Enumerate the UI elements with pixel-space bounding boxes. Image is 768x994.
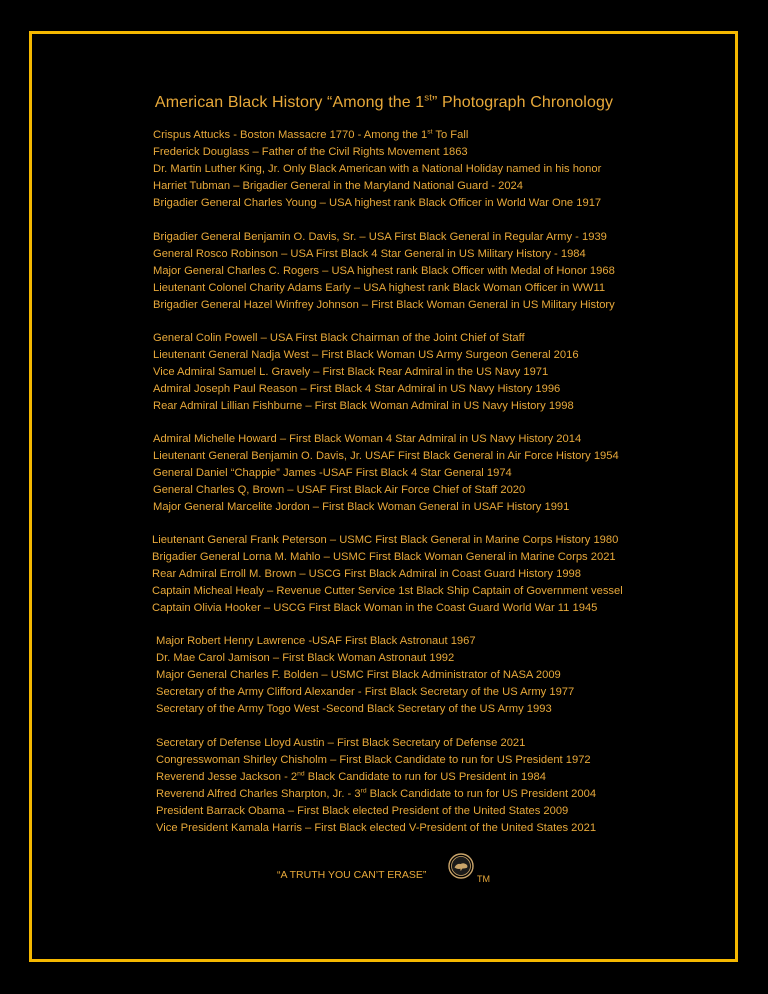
entry-text: Harriet Tubman – Brigadier General in the Maryland National Guard - 2024 (153, 179, 524, 192)
entry-text: Captain Olivia Hooker – USCG First Black Woman in the Coast Guard World War 11 1945 (152, 601, 598, 614)
chronology-entry (156, 803, 596, 820)
entry-group (156, 633, 574, 718)
chronology-entry (156, 820, 596, 837)
entry-text: Rear Admiral Lillian Fishburne – First Black Woman Admiral in US Navy History 1998 (153, 399, 574, 412)
entry-text: Congresswoman Shirley Chisholm – First Black Candidate to run for US President 1972 (156, 753, 591, 766)
footer-tagline: “A TRUTH YOU CAN’T ERASE” (277, 869, 427, 881)
entry-text: General Charles Q, Brown – USAF First Black Air Force Chief of Staff 2020 (153, 483, 526, 496)
chronology-entry (152, 549, 623, 566)
chronology-entry (153, 280, 615, 297)
trademark-mark: TM (477, 874, 490, 884)
chronology-entry (156, 684, 574, 701)
entry-text: Lieutenant General Nadja West – First Black Woman US Army Surgeon General 2016 (153, 348, 579, 361)
entry-text: Vice President Kamala Harris – First Black elected V-President of the United States 2021 (156, 821, 597, 834)
chronology-entry (153, 431, 619, 448)
chronology-entry (156, 735, 596, 752)
entry-text: Captain Micheal Healy – Revenue Cutter Service 1st Black Ship Captain of Government vessel (152, 584, 623, 597)
entry-text: Reverend Alfred Charles Sharpton, Jr. - 3 (156, 787, 361, 800)
chronology-entry (153, 448, 619, 465)
chronology-entry (156, 667, 574, 684)
entry-text: Admiral Michelle Howard – First Black Woman 4 Star Admiral in US Navy History 2014 (153, 433, 582, 445)
entry-text: Admiral Joseph Paul Reason – First Black 4 Star Admiral in US Navy History 1996 (153, 382, 561, 395)
entry-text: Lieutenant General Benjamin O. Davis, Jr. USAF First Black General in Air Force History 1954 (153, 449, 619, 462)
chronology-entry (153, 347, 579, 364)
chronology-entry (153, 364, 579, 381)
entry-text: Secretary of the Army Clifford Alexander - First Black Secretary of the US Army 1977 (156, 685, 575, 698)
entry-text: Major General Charles F. Bolden – USMC First Black Administrator of NASA 2009 (156, 668, 561, 681)
entry-text: Black Candidate to run for US President 2004 (366, 787, 597, 800)
chronology-entry (153, 144, 601, 161)
entry-text: Brigadier General Benjamin O. Davis, Sr. – USA First Black General in Regular Army - 1939 (153, 231, 607, 243)
chronology-entry (152, 566, 623, 583)
entry-text: Major General Marcelite Jordon – First Black Woman General in USAF History 1991 (153, 500, 570, 513)
entry-superscript: nd (297, 770, 305, 778)
entry-group (153, 229, 615, 314)
entry-text: Rear Admiral Erroll M. Brown – USCG First Black Admiral in Coast Guard History 1998 (152, 567, 581, 580)
chronology-entry (153, 263, 615, 280)
page-title (0, 94, 768, 112)
entry-text: Lieutenant General Frank Peterson – USMC First Black General in Marine Corps History 1980 (152, 534, 619, 546)
chronology-entry (152, 600, 623, 617)
chronology-entry (152, 532, 623, 549)
entry-group (153, 127, 601, 212)
chronology-entry (156, 752, 596, 769)
chronology-entry (156, 633, 574, 650)
entry-text: Brigadier General Hazel Winfrey Johnson – First Black Woman General in US Military History (153, 298, 615, 311)
entry-text: Black Candidate to run for US President in 1984 (304, 770, 546, 783)
chronology-entry (153, 127, 601, 144)
entry-text: Lieutenant Colonel Charity Adams Early – USA highest rank Black Woman Officer in WW11 (153, 281, 606, 294)
title-suffix: ” Photograph Chronology (431, 94, 614, 111)
chronology-entry (156, 786, 596, 803)
chronology-entry (153, 229, 615, 246)
entry-group (156, 735, 596, 836)
entry-text: Brigadier General Charles Young – USA highest rank Black Officer in World War One 1917 (153, 196, 602, 209)
entry-text: President Barrack Obama – First Black elected President of the United States 2009 (156, 804, 569, 817)
entry-text: General Rosco Robinson – USA First Black 4 Star General in US Military History - 1984 (153, 247, 586, 260)
entry-text: Secretary of Defense Lloyd Austin – First Black Secretary of Defense 2021 (156, 737, 526, 749)
entry-text: General Daniel “Chappie” James -USAF First Black 4 Star General 1974 (153, 466, 512, 479)
entry-text: Dr. Mae Carol Jamison – First Black Woman Astronaut 1992 (156, 651, 455, 664)
chronology-entry (153, 178, 601, 195)
chronology-entry (156, 769, 596, 786)
title-prefix: American Black History “Among the 1 (154, 94, 425, 111)
chronology-entry (153, 297, 615, 314)
chronology-entry (152, 583, 623, 600)
entry-superscript: rd (360, 786, 367, 794)
chronology-entry (153, 161, 601, 178)
chronology-entry (153, 482, 619, 499)
chronology-entry (153, 398, 579, 415)
entry-group (153, 330, 579, 415)
chronology-entry (153, 330, 579, 347)
entry-superscript: st (427, 128, 433, 136)
entry-text: Vice Admiral Samuel L. Gravely – First Black Rear Admiral in the US Navy 1971 (153, 365, 549, 378)
chronology-entry (156, 650, 574, 667)
chronology-entry (153, 465, 619, 482)
entry-text: Brigadier General Lorna M. Mahlo – USMC First Black Woman General in Marine Corps 2021 (152, 550, 616, 563)
chronology-entry (153, 195, 601, 212)
entry-text: Secretary of the Army Togo West -Second Black Secretary of the US Army 1993 (156, 702, 552, 715)
entry-text: Major Robert Henry Lawrence -USAF First Black Astronaut 1967 (156, 635, 476, 647)
entry-text: Dr. Martin Luther King, Jr. Only Black American with a National Holiday named in his honor (153, 162, 602, 175)
chronology-entry (153, 246, 615, 263)
title-superscript: st (424, 92, 432, 104)
entry-text: Frederick Douglass – Father of the Civil Rights Movement 1863 (153, 145, 468, 158)
entry-text: Reverend Jesse Jackson - 2 (156, 770, 298, 783)
entry-text: Major General Charles C. Rogers – USA highest rank Black Officer with Medal of Honor 1968 (153, 264, 615, 277)
chronology-entry (156, 701, 574, 718)
entry-text: General Colin Powell – USA First Black Chairman of the Joint Chief of Staff (153, 332, 525, 344)
entry-text: To Fall (432, 129, 469, 141)
seal-icon (448, 853, 474, 879)
entry-group (153, 431, 619, 516)
chronology-entry (153, 381, 579, 398)
entry-group (152, 532, 623, 617)
chronology-entry (153, 499, 619, 516)
entry-text: Crispus Attucks - Boston Massacre 1770 - Among the 1 (153, 129, 428, 141)
